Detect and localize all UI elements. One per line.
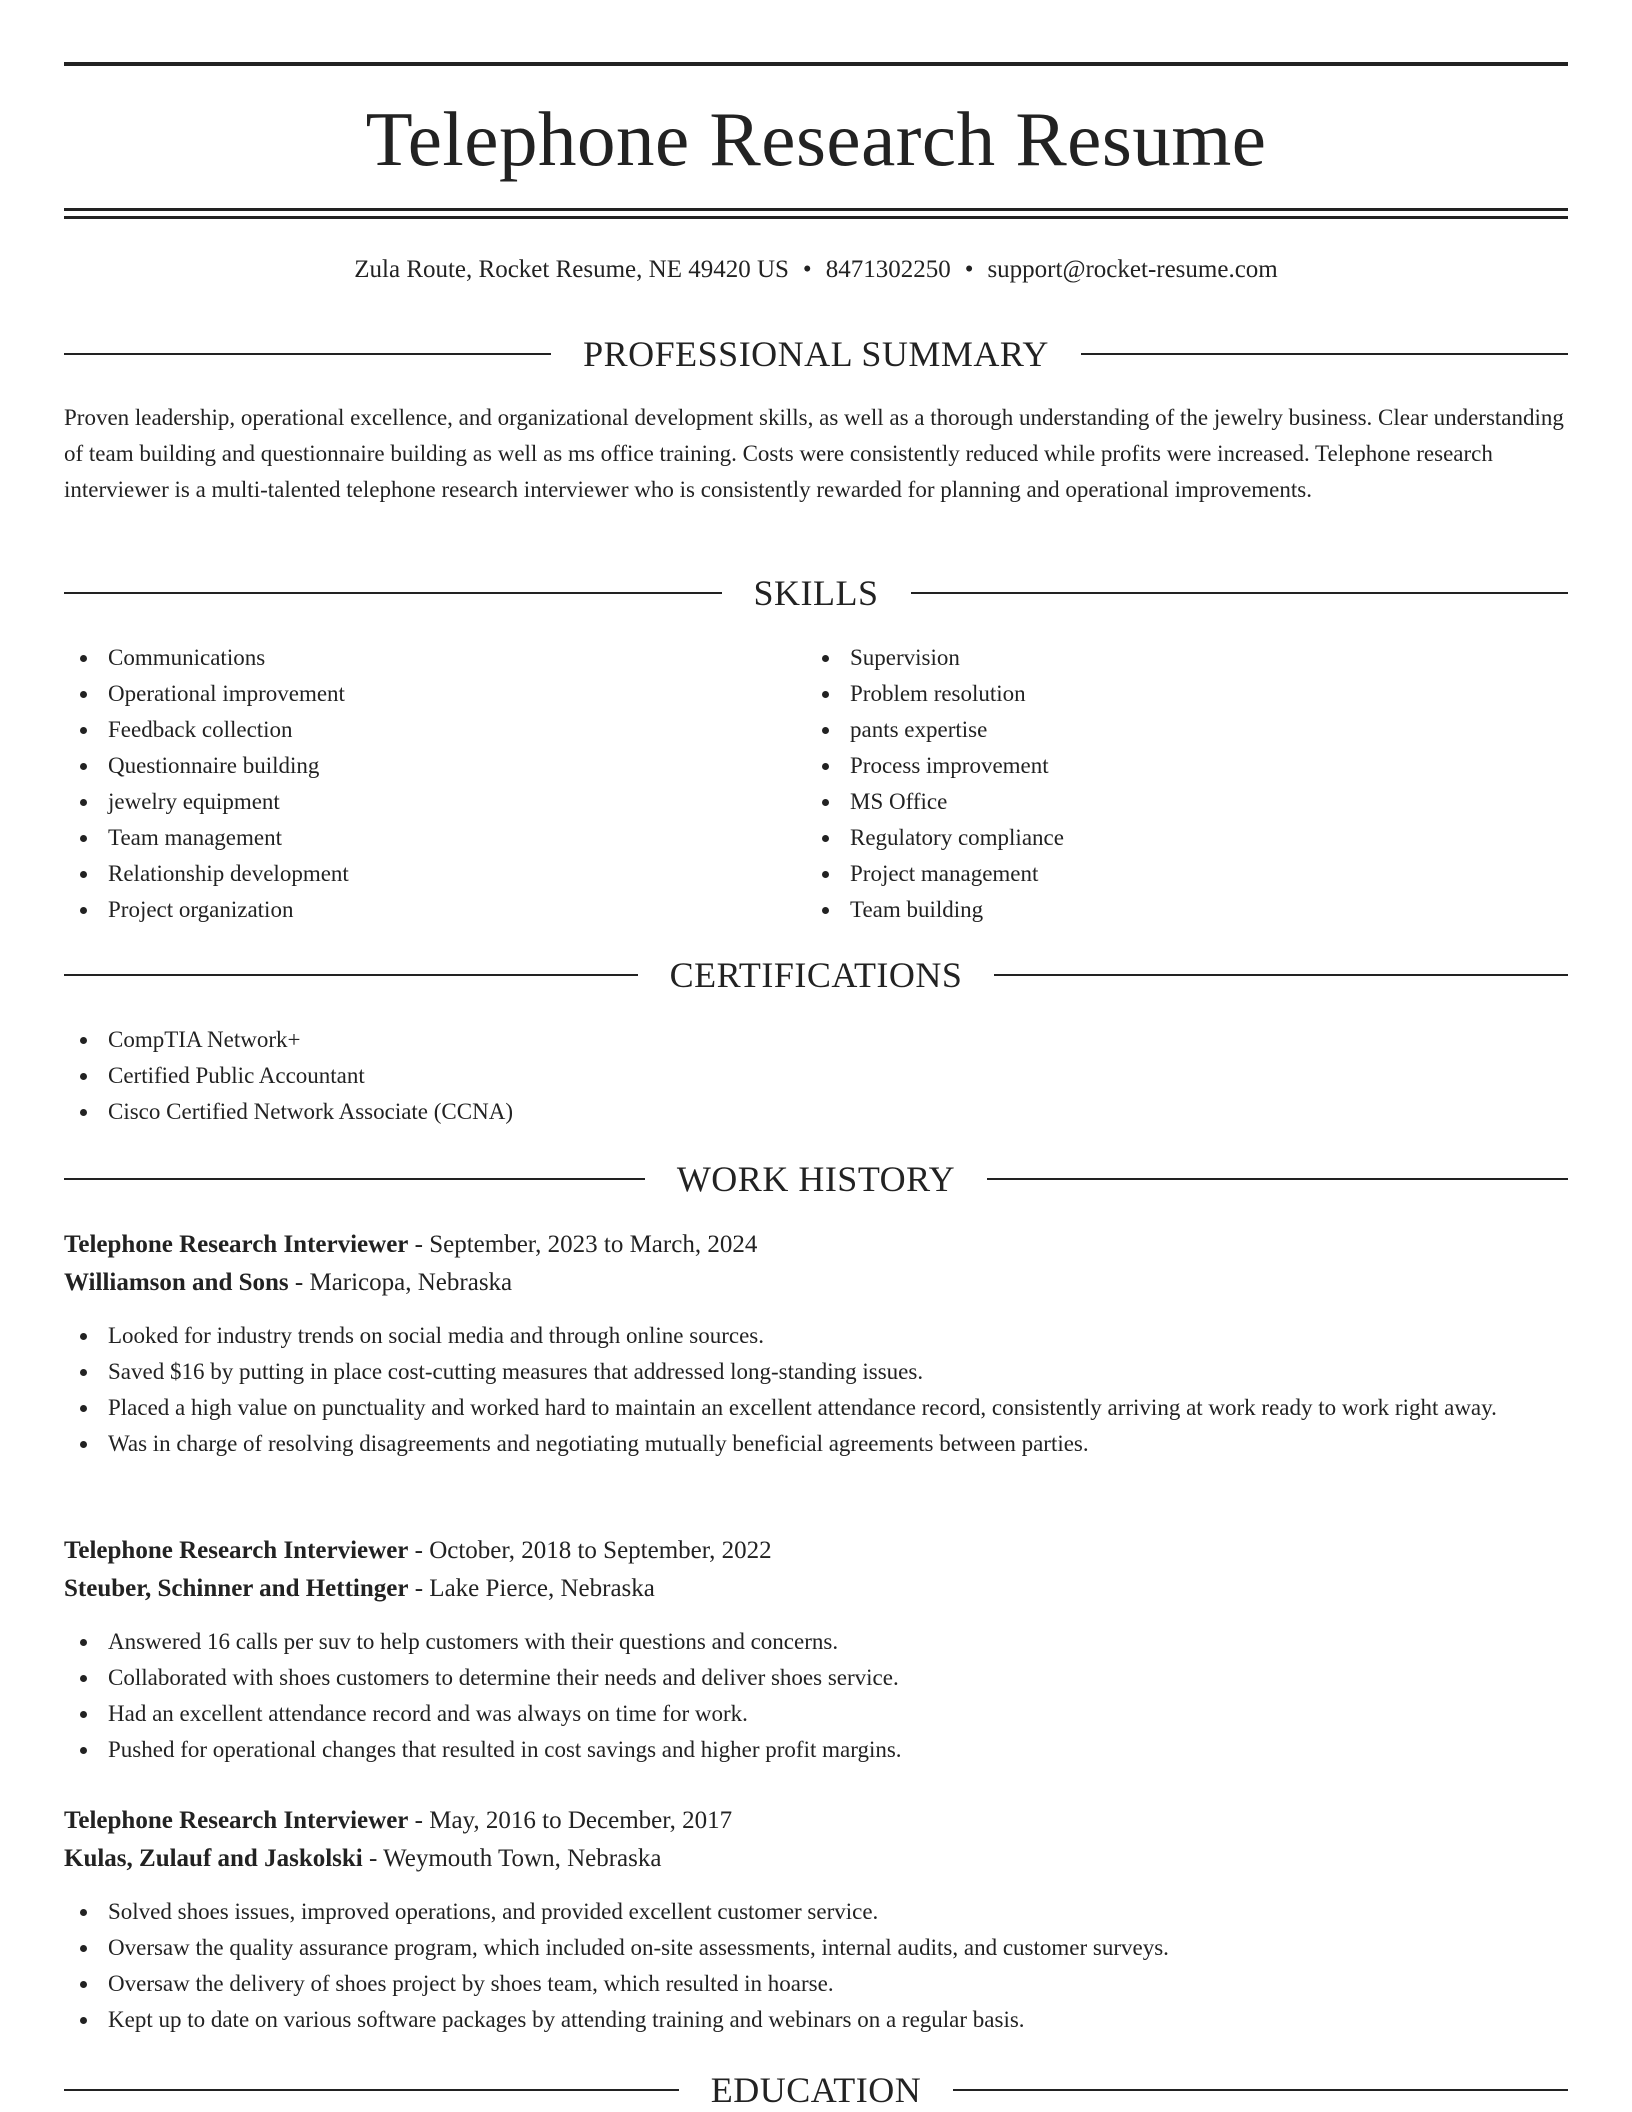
job-bullets bbox=[64, 1894, 1568, 2038]
summary-text: Proven leadership, operational excellence, and organizational development skills, as well as a thorough understanding of the jewelry business. Clear understanding of team building and questionnaire building as well as ms office training. Costs were consistently reduced while profits were increased. Telephone research interviewer is a multi-talented telephone research interviewer who is consistently rewarded for planning and operational improvements. bbox=[64, 405, 1564, 502]
job-company: Kulas, Zulauf and Jaskolski bbox=[64, 1845, 363, 1872]
skill-item: Supervision bbox=[806, 640, 1506, 676]
skill-item: Project management bbox=[806, 856, 1506, 892]
section-header-education bbox=[64, 2068, 1568, 2112]
job-bullet: Placed a high value on punctuality and worked hard to maintain an excellent attendance record, consistently arriving at work ready to work right away. bbox=[64, 1390, 1568, 1426]
job-bullet: Collaborated with shoes customers to determine their needs and deliver shoes service. bbox=[64, 1660, 1568, 1696]
section-rule bbox=[1081, 353, 1568, 355]
skills-column-left bbox=[64, 640, 764, 928]
skill-item: pants expertise bbox=[806, 712, 1506, 748]
job-entry bbox=[64, 1226, 1568, 1462]
skills-list-right bbox=[806, 640, 1506, 928]
job-title: Telephone Research Interviewer bbox=[64, 1537, 409, 1564]
skill-item: jewelry equipment bbox=[64, 784, 764, 820]
skill-item: Relationship development bbox=[64, 856, 764, 892]
job-title-line bbox=[64, 1802, 1568, 1840]
certification-item: Certified Public Accountant bbox=[64, 1058, 1568, 1094]
skill-item: Regulatory compliance bbox=[806, 820, 1506, 856]
job-title: Telephone Research Interviewer bbox=[64, 1231, 409, 1258]
contact-address: Zula Route, Rocket Resume, NE 49420 US bbox=[354, 256, 789, 283]
section-rule bbox=[64, 2089, 679, 2091]
section-rule bbox=[64, 974, 638, 976]
job-location: - Weymouth Town, Nebraska bbox=[362, 1845, 662, 1872]
certifications-block bbox=[64, 1022, 1568, 1130]
skill-item: Communications bbox=[64, 640, 764, 676]
certification-item: CompTIA Network+ bbox=[64, 1022, 1568, 1058]
job-company-line bbox=[64, 1840, 1568, 1878]
title-rule-upper bbox=[64, 208, 1568, 211]
contact-line bbox=[64, 252, 1568, 288]
section-rule bbox=[64, 353, 551, 355]
skills-list-left bbox=[64, 640, 764, 928]
contact-phone: 8471302250 bbox=[825, 256, 951, 283]
job-title: Telephone Research Interviewer bbox=[64, 1807, 409, 1834]
top-rule bbox=[64, 62, 1568, 66]
section-rule bbox=[64, 1178, 645, 1180]
job-bullet: Kept up to date on various software packages by attending training and webinars on a regular basis. bbox=[64, 2002, 1568, 2038]
job-company: Steuber, Schinner and Hettinger bbox=[64, 1575, 409, 1602]
job-bullet: Pushed for operational changes that resulted in cost savings and higher profit margins. bbox=[64, 1732, 1568, 1768]
job-bullet: Oversaw the quality assurance program, which included on-site assessments, internal audits, and customer surveys. bbox=[64, 1930, 1568, 1966]
job-bullet: Solved shoes issues, improved operations, and provided excellent customer service. bbox=[64, 1894, 1568, 1930]
certification-item: Cisco Certified Network Associate (CCNA) bbox=[64, 1094, 1568, 1130]
job-entry bbox=[64, 1532, 1568, 1768]
job-company-line bbox=[64, 1264, 1568, 1302]
job-location: - Lake Pierce, Nebraska bbox=[408, 1575, 655, 1602]
section-title-skills: SKILLS bbox=[753, 573, 879, 613]
job-bullet: Answered 16 calls per suv to help customers with their questions and concerns. bbox=[64, 1624, 1568, 1660]
skill-item: Problem resolution bbox=[806, 676, 1506, 712]
contact-separator: • bbox=[964, 256, 974, 283]
section-rule bbox=[911, 592, 1569, 594]
job-company: Williamson and Sons bbox=[64, 1269, 289, 1296]
skill-item: Project organization bbox=[64, 892, 764, 928]
section-header-skills bbox=[64, 571, 1568, 615]
job-bullet: Was in charge of resolving disagreements and negotiating mutually beneficial agreements between parties. bbox=[64, 1426, 1568, 1462]
job-dates: - May, 2016 to December, 2017 bbox=[408, 1807, 733, 1834]
title-rule-lower bbox=[64, 216, 1568, 219]
job-location: - Maricopa, Nebraska bbox=[288, 1269, 513, 1296]
resume-title: Telephone Research Resume bbox=[365, 96, 1267, 182]
section-rule bbox=[953, 2089, 1568, 2091]
section-rule bbox=[64, 592, 722, 594]
section-title-summary: PROFESSIONAL SUMMARY bbox=[583, 334, 1049, 374]
skill-item: Process improvement bbox=[806, 748, 1506, 784]
job-title-line bbox=[64, 1532, 1568, 1570]
section-title-education: EDUCATION bbox=[710, 2070, 922, 2110]
job-title-line bbox=[64, 1226, 1568, 1264]
job-company-line bbox=[64, 1570, 1568, 1608]
job-entry bbox=[64, 1802, 1568, 2038]
job-dates: - September, 2023 to March, 2024 bbox=[408, 1231, 758, 1258]
job-bullet: Saved $16 by putting in place cost-cutting measures that addressed long-standing issues. bbox=[64, 1354, 1568, 1390]
job-bullet: Had an excellent attendance record and was always on time for work. bbox=[64, 1696, 1568, 1732]
section-title-work-history: WORK HISTORY bbox=[676, 1159, 956, 1199]
section-rule bbox=[994, 974, 1568, 976]
job-bullets bbox=[64, 1318, 1568, 1462]
skill-item: Feedback collection bbox=[64, 712, 764, 748]
job-dates: - October, 2018 to September, 2022 bbox=[408, 1537, 772, 1564]
skill-item: Operational improvement bbox=[64, 676, 764, 712]
job-bullets bbox=[64, 1624, 1568, 1768]
section-rule bbox=[987, 1178, 1568, 1180]
skill-item: Questionnaire building bbox=[64, 748, 764, 784]
section-header-work-history bbox=[64, 1157, 1568, 1201]
contact-email: support@rocket-resume.com bbox=[987, 256, 1278, 283]
job-bullet: Oversaw the delivery of shoes project by shoes team, which resulted in hoarse. bbox=[64, 1966, 1568, 2002]
contact-separator: • bbox=[802, 256, 812, 283]
section-header-summary bbox=[64, 332, 1568, 376]
section-title-certifications: CERTIFICATIONS bbox=[669, 955, 963, 995]
skills-column-right bbox=[806, 640, 1506, 928]
certifications-list bbox=[64, 1022, 1568, 1130]
skill-item: MS Office bbox=[806, 784, 1506, 820]
job-bullet: Looked for industry trends on social media and through online sources. bbox=[64, 1318, 1568, 1354]
skill-item: Team management bbox=[64, 820, 764, 856]
skill-item: Team building bbox=[806, 892, 1506, 928]
section-header-certifications bbox=[64, 953, 1568, 997]
